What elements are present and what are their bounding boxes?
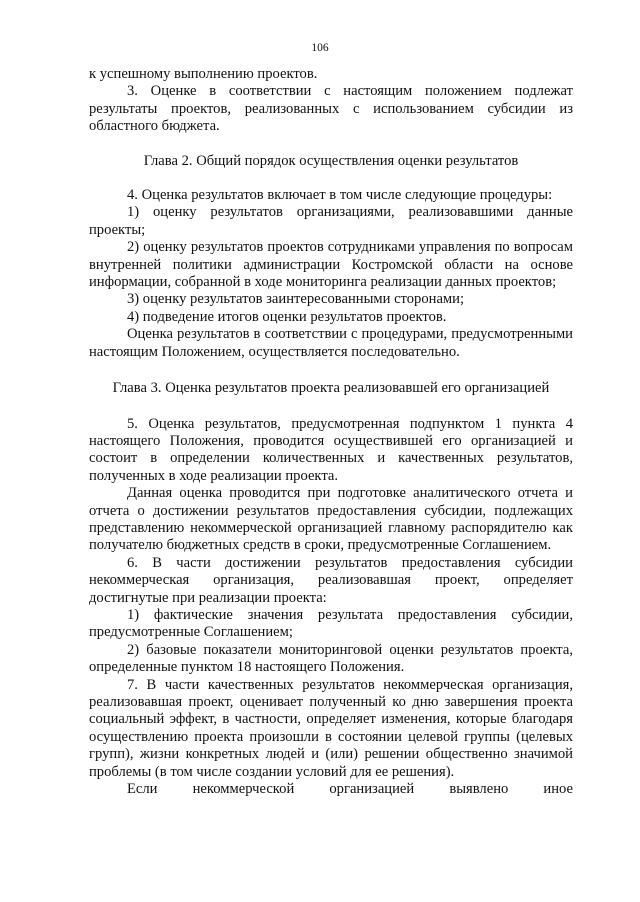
paragraph-8-start: Если некоммерческой организацией выявлено иное bbox=[127, 781, 573, 798]
chapter-3-heading: Глава 3. Оценка результатов проекта реализовавшей его организацией bbox=[112, 380, 550, 397]
paragraph-5-2: Данная оценка проводится при подготовке аналитического отчета и отчета о достижении результатов предоставления субсидии, подлежащих представлению некоммерческой организацией главному распорядителю как получателю бюджетных средств в сроки, предусмотренные Соглашением. bbox=[89, 485, 573, 554]
document-body bbox=[89, 66, 573, 798]
list-item-4-2: 2) оценку результатов проектов сотрудниками управления по вопросам внутренней политики администрации Костромской области на основе информации, собранной в ходе мониторинга реализации данных проектов; bbox=[89, 239, 573, 291]
list-item-4-1: 1) оценку результатов организациями, реализовавшими данные проекты; bbox=[89, 204, 573, 238]
paragraph-7: 7. В части качественных результатов некоммерческая организация, реализовавшая проект, оценивает полученный ко дню завершения проекта социальный эффект, в частности, определяет изменения, которые благодаря осуществлению проекта произошли в состоянии целевой группы (целевых групп), жизни конкретных людей и (или) решении общественно значимой проблемы (в том числе создании условий для ее решения). bbox=[89, 676, 573, 780]
paragraph-4-tail: Оценка результатов в соответствии с процедурами, предусмотренными настоящим Положением, осуществляется последовательно. bbox=[89, 326, 573, 360]
page-number: 106 bbox=[311, 42, 329, 54]
list-item-4-3: 3) оценку результатов заинтересованными сторонами; bbox=[127, 291, 465, 308]
chapter-2-heading: Глава 2. Общий порядок осуществления оценки результатов bbox=[143, 152, 519, 169]
paragraph-3: 3. Оценке в соответствии с настоящим положением подлежат результаты проектов, реализованных с использованием субсидии из областного бюджета. bbox=[89, 83, 573, 135]
paragraph-6: 6. В части достижении результатов предоставления субсидии некоммерческая организация, реализовавшая проект, определяет достигнутые при реализации проекта: bbox=[89, 554, 573, 606]
paragraph-intro-tail: к успешному выполнению проектов. bbox=[89, 66, 318, 82]
paragraph-4: 4. Оценка результатов включает в том числе следующие процедуры: bbox=[127, 187, 553, 204]
list-item-6-2: 2) базовые показатели мониторинговой оценки результатов проекта, определенные пунктом 18 настоящего Положения. bbox=[89, 641, 573, 676]
list-item-4-4: 4) подведение итогов оценки результатов проектов. bbox=[127, 308, 447, 325]
list-item-6-1: 1) фактические значения результата предоставления субсидии, предусмотренные Соглашением; bbox=[89, 606, 573, 641]
paragraph-5: 5. Оценка результатов, предусмотренная подпунктом 1 пункта 4 настоящего Положения, проводится осуществившей его организацией и состоит в определении количественных и качественных результатов, полученных в ходе реализации проекта. bbox=[89, 415, 573, 484]
